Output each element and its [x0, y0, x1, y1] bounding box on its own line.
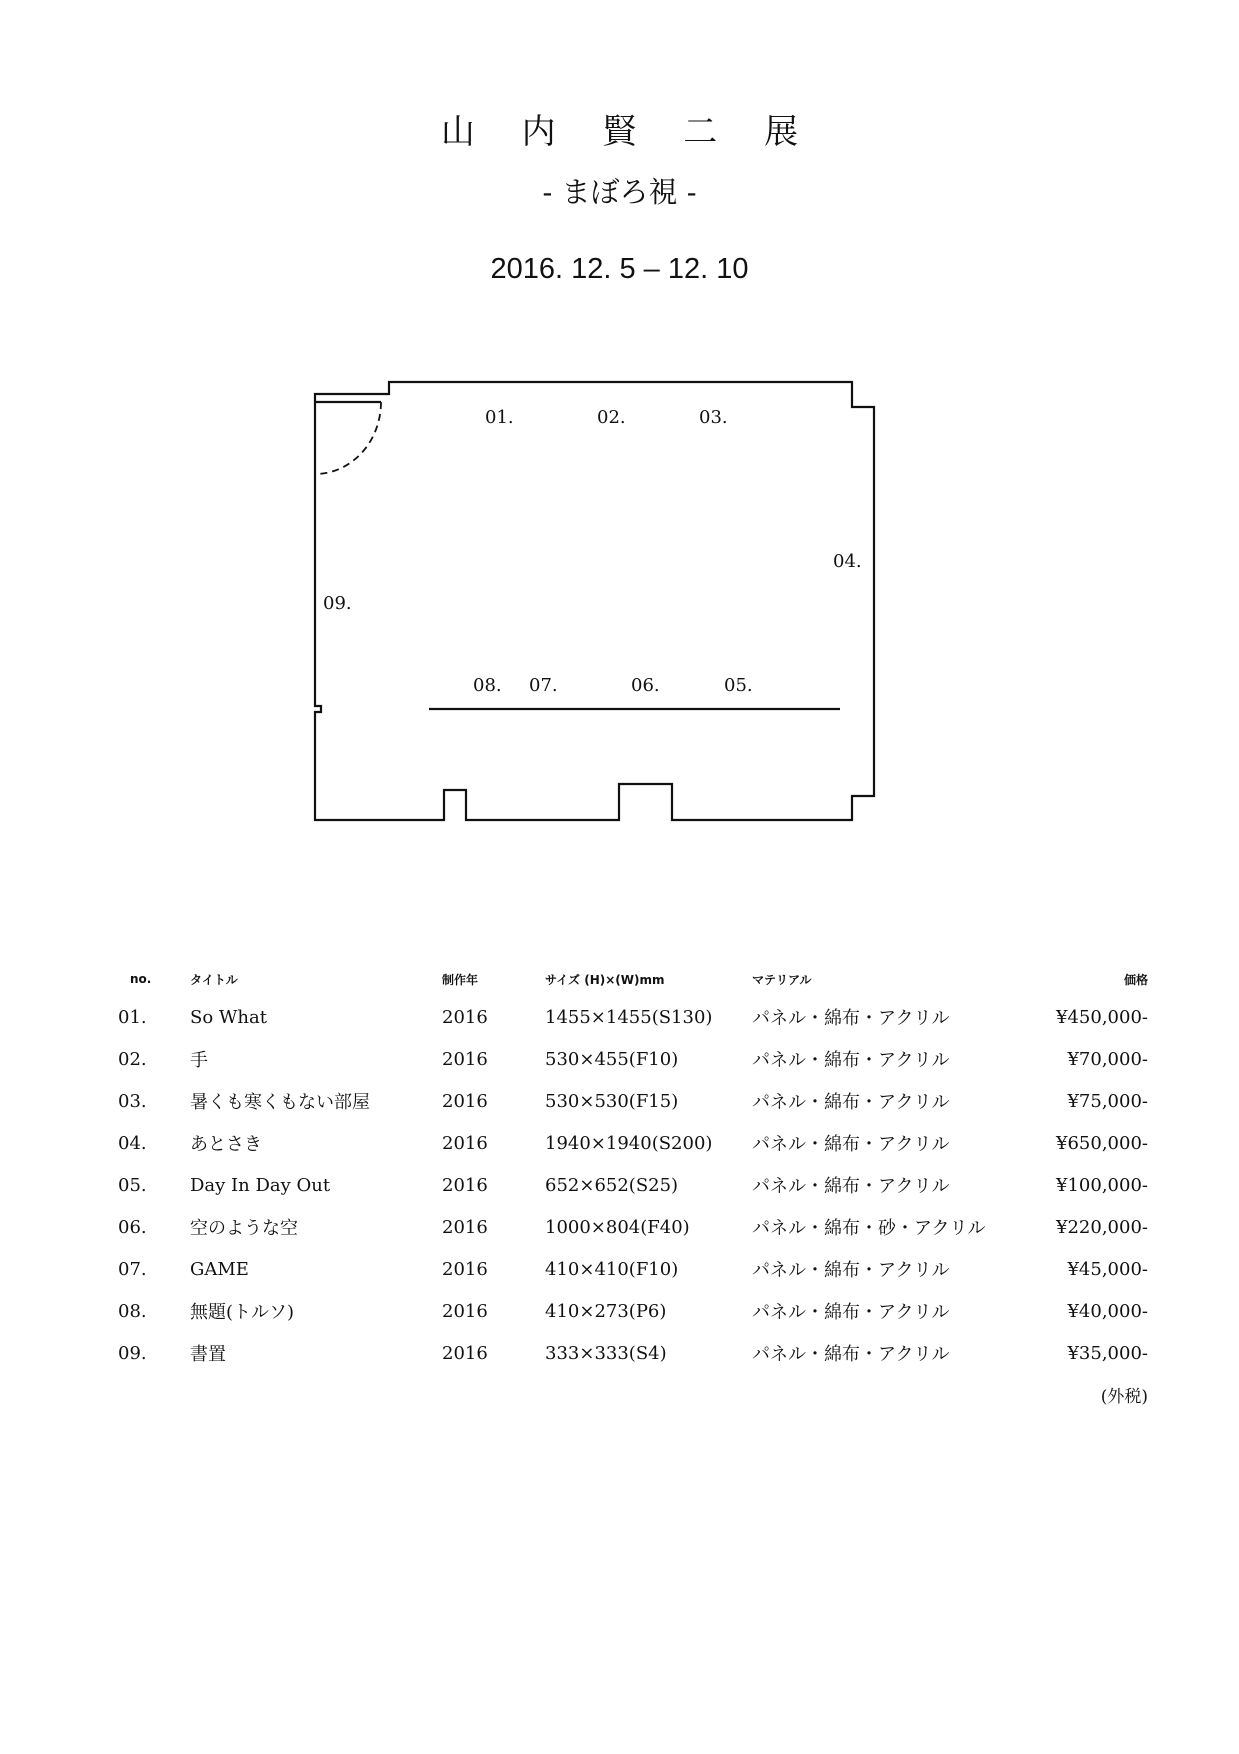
- exhibition-dates: 2016. 12. 5 – 12. 10: [490, 253, 749, 285]
- row-size: 1940×1940(S200): [545, 1132, 713, 1154]
- row-price: ¥100,000-: [1056, 1174, 1148, 1196]
- table-row: [118, 1290, 1148, 1332]
- row-year: 2016: [442, 1174, 488, 1196]
- row-year: 2016: [442, 1090, 488, 1112]
- row-year: 2016: [442, 1300, 488, 1322]
- row-price: ¥70,000-: [1067, 1048, 1148, 1070]
- row-no: 03.: [118, 1090, 147, 1112]
- table-header-row: [118, 962, 1148, 996]
- plan-label-06: 06.: [631, 675, 660, 696]
- row-material: パネル・綿布・アクリル: [752, 1260, 950, 1281]
- row-price: ¥35,000-: [1067, 1342, 1148, 1364]
- plan-label-09: 09.: [323, 593, 352, 614]
- row-title: 書置: [190, 1344, 226, 1365]
- row-year: 2016: [442, 1048, 488, 1070]
- row-year: 2016: [442, 1342, 488, 1364]
- row-title: So What: [190, 1006, 267, 1028]
- row-material: パネル・綿布・アクリル: [752, 1050, 950, 1071]
- row-material: パネル・綿布・アクリル: [752, 1344, 950, 1365]
- row-size: 1455×1455(S130): [545, 1006, 713, 1028]
- row-size: 410×273(P6): [545, 1300, 667, 1322]
- row-title: あとさき: [190, 1134, 262, 1155]
- row-size: 333×333(S4): [545, 1342, 667, 1364]
- row-year: 2016: [442, 1132, 488, 1154]
- table-row: [118, 1122, 1148, 1164]
- row-material: パネル・綿布・アクリル: [752, 1008, 950, 1029]
- row-size: 1000×804(F40): [545, 1216, 690, 1238]
- row-no: 04.: [118, 1132, 147, 1154]
- plan-label-03: 03.: [699, 407, 728, 428]
- table-row: [118, 1332, 1148, 1374]
- row-no: 08.: [118, 1300, 147, 1322]
- table-row: [118, 1164, 1148, 1206]
- header-size: サイズ (H)×(W)mm: [545, 972, 665, 987]
- row-price: ¥75,000-: [1067, 1090, 1148, 1112]
- plan-label-02: 02.: [597, 407, 626, 428]
- plan-label-07: 07.: [529, 675, 558, 696]
- row-year: 2016: [442, 1258, 488, 1280]
- row-no: 05.: [118, 1174, 147, 1196]
- row-title: 無題(トルソ): [190, 1302, 295, 1323]
- header-price: 価格: [1123, 972, 1148, 987]
- header-no: no.: [130, 972, 152, 986]
- tax-note: (外税): [1100, 1387, 1148, 1407]
- gallery-walls: [315, 382, 874, 820]
- row-material: パネル・綿布・砂・アクリル: [752, 1218, 986, 1239]
- row-size: 530×530(F15): [545, 1090, 679, 1112]
- row-title: 暑くも寒くもない部屋: [190, 1092, 370, 1113]
- row-material: パネル・綿布・アクリル: [752, 1134, 950, 1155]
- row-price: ¥40,000-: [1067, 1300, 1148, 1322]
- row-title: 空のような空: [190, 1218, 298, 1239]
- row-price: ¥45,000-: [1067, 1258, 1148, 1280]
- door-swing-arc: [315, 402, 381, 474]
- row-size: 530×455(F10): [545, 1048, 679, 1070]
- row-size: 410×410(F10): [545, 1258, 679, 1280]
- header-material: マテリアル: [752, 972, 812, 987]
- row-title: Day In Day Out: [190, 1174, 331, 1196]
- exhibition-subtitle: - まぼろ視 -: [542, 175, 697, 209]
- plan-label-04: 04.: [833, 551, 862, 572]
- row-material: パネル・綿布・アクリル: [752, 1092, 950, 1113]
- plan-label-01: 01.: [485, 407, 514, 428]
- plan-label-08: 08.: [473, 675, 502, 696]
- table-row: [118, 1206, 1148, 1248]
- works-table: [118, 962, 1148, 1374]
- header-year: 制作年: [442, 972, 479, 987]
- row-title: GAME: [190, 1258, 249, 1280]
- row-no: 07.: [118, 1258, 147, 1280]
- table-row: [118, 996, 1148, 1038]
- row-size: 652×652(S25): [545, 1174, 679, 1196]
- exhibition-title: 山 内 賢 二 展: [440, 112, 817, 152]
- row-price: ¥650,000-: [1056, 1132, 1148, 1154]
- row-no: 06.: [118, 1216, 147, 1238]
- row-price: ¥220,000-: [1056, 1216, 1148, 1238]
- row-material: パネル・綿布・アクリル: [752, 1302, 950, 1323]
- row-no: 09.: [118, 1342, 147, 1364]
- row-year: 2016: [442, 1006, 488, 1028]
- row-price: ¥450,000-: [1056, 1006, 1148, 1028]
- table-row: [118, 1248, 1148, 1290]
- table-row: [118, 1038, 1148, 1080]
- plan-label-05: 05.: [724, 675, 753, 696]
- row-title: 手: [190, 1050, 208, 1071]
- row-year: 2016: [442, 1216, 488, 1238]
- row-no: 01.: [118, 1006, 147, 1028]
- row-no: 02.: [118, 1048, 147, 1070]
- row-material: パネル・綿布・アクリル: [752, 1176, 950, 1197]
- header-title: タイトル: [190, 972, 238, 987]
- table-row: [118, 1080, 1148, 1122]
